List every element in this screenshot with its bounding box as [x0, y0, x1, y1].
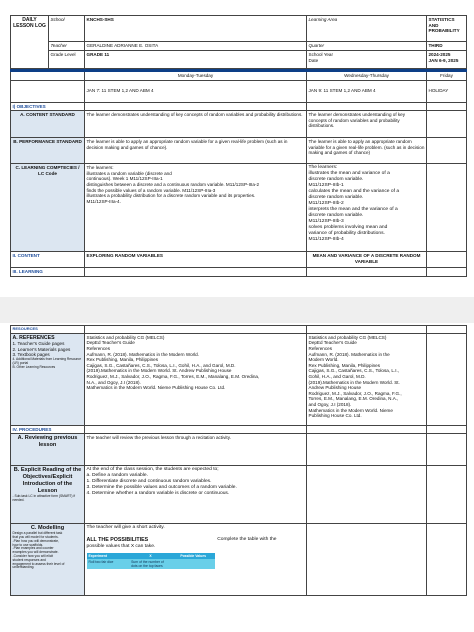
sy-label: School Year [308, 52, 334, 57]
modelling-cell [11, 524, 85, 596]
activity-cell: Roll two fair dice [87, 559, 130, 569]
ref1-line: DepEd Teacher's Guide [86, 340, 135, 346]
resource-item: 4. Additional Materials from Learning Resource (LR) portal [12, 357, 82, 365]
empty-cell [427, 326, 467, 334]
comp1-line: illustrates a random variable (discrete and [86, 170, 172, 176]
comp2-line: The learners: [308, 165, 338, 171]
modelling-note: examples you will demonstrate. [12, 550, 59, 555]
ref1-line: (2019).Mathematics in the Modern World. St. Andrew Publishing House [86, 368, 232, 374]
ref1-line: Cajigas, S.G., Castañares, C.S., Tolosa, L.I., Gohil, H.A., and Garol, M.D. [86, 362, 236, 368]
ref2-line: DepEd Teacher's Guide [308, 340, 357, 346]
empty-cell [427, 138, 467, 164]
learning-area-value: STATISTICS AND PROBABILITY [427, 16, 467, 42]
grade-label: Grade Level [49, 51, 85, 69]
empty-cell [85, 268, 307, 277]
modelling-note: student responses and [12, 557, 46, 562]
ref2-line: Rex Publishing, Manila, Philippines [308, 362, 380, 368]
sy-date-value [427, 51, 467, 69]
comp1-line: The learners: [86, 165, 114, 171]
empty-cell [11, 72, 85, 81]
empty-cell [427, 434, 467, 466]
ref1-line: References [86, 346, 110, 352]
day-header-1: Monday-Tuesday [85, 72, 307, 81]
comp1-line: continuous). Week 1 M11/12SP-IIIa-1 [86, 176, 163, 182]
ref1-line: N.A., and Ogoy, J.I (2018). [86, 379, 141, 385]
comp2-line: interprets the mean and the variance of a [308, 207, 398, 213]
modelling-note: Design a parallel but different task [12, 531, 63, 536]
empty-cell [307, 102, 427, 111]
empty-cell [427, 111, 467, 138]
empty-cell [427, 252, 467, 268]
references-1 [85, 333, 307, 425]
empty-cell [85, 326, 307, 334]
date-value: JAN 6-9, 2025 [428, 57, 459, 63]
comp1-line: distinguishes between a discrete and a continuous random variable. M11/12SP-IIIa-2 [86, 181, 260, 187]
activity-table-row [87, 559, 215, 569]
empty-cell [85, 102, 307, 111]
empty-cell [427, 425, 467, 434]
ref2-line: (2019).Mathematics in the Modern World. St. [308, 379, 400, 385]
ref2-line: References [308, 346, 332, 352]
reviewing-text: The teacher will review the previous lesson through a recitation activity. [85, 434, 307, 466]
dll-page-1 [10, 15, 466, 295]
comp2-line: M11/12SP-IIIb-1 [308, 183, 344, 189]
activity-cell[interactable] [172, 559, 215, 569]
resource-item: B. Other Learning Resources [12, 364, 56, 369]
reviewing-label: A. Reviewing previous lesson [11, 434, 85, 466]
comp1-line: illustrates a probability distribution for a discrete random variable and its properties. [86, 193, 256, 199]
resources-heading: RESOURCES [11, 326, 85, 334]
activity-instruction-2: possible values that X can take. [86, 543, 156, 549]
objectives-heading: I) OBJECTIVES [11, 102, 85, 111]
modelling-note: engagement to assess their level of [12, 561, 65, 566]
references-2 [307, 333, 427, 425]
comp2-line: M11/12SP-IIIb-4 [308, 237, 344, 242]
comp2-line: discrete random variable. [308, 195, 364, 201]
ref2-line: Mathematics in the Modern World. Nieme [308, 407, 393, 413]
dll-page-2 [10, 325, 466, 608]
empty-cell [307, 466, 427, 524]
learning-area-label: Learning Area [307, 16, 427, 42]
modelling-note: that you will model for students. [12, 535, 59, 540]
log-title: DAILY LESSON LOG [11, 16, 49, 69]
learning-heading: III. LEARNING [11, 268, 85, 277]
explicit-reading-cell [11, 466, 85, 524]
quarter-label: Quarter [307, 42, 427, 51]
activity-header-cell: X [129, 553, 172, 559]
activity-cell: Sum of the number of dots on the top faces [129, 559, 172, 569]
resource-item: 1. Teacher's Guide pages [12, 341, 65, 347]
objective-item: 3. Determine the possible values and outcomes of a random variable. [86, 485, 237, 491]
ref2-line: Modern World. [308, 357, 339, 363]
ref1-line: Rodriguez, M.J., Salvador, J.O., Ragma, F.G., Torres, E.M., Manalang, E.M. Oredina, [86, 374, 260, 380]
empty-cell [427, 333, 467, 425]
empty-cell [85, 425, 307, 434]
content-topic-1: EXPLORING RANDOM VARIABLES [85, 252, 307, 268]
activity-table [87, 553, 215, 569]
activity-header-cell: Possible Values [172, 553, 215, 559]
ref2-line: Rodriguez, M.J., Salvador, J.O., Ragma, F.G., [308, 390, 402, 396]
ref1-line: Rex Publishing, Manila, Philippines [86, 357, 158, 363]
objective-item: 1. Differentiate discrete and continuous random variables. [86, 479, 212, 485]
ref2-line: Gohil, H.A., and Garol, M.D. [308, 374, 366, 380]
dll-table-page-1 [10, 15, 467, 277]
performance-standard-2: The learner is able to apply an appropriate random variable for a given real-life problem. (such as in decision making and games of chance) [307, 138, 427, 164]
ref2-line: Aufmann, R. (2018). Mathematics in the [308, 351, 390, 357]
schedule-2: JAN 9: 11 STEM 1,2 AND ABM 4 [307, 80, 427, 102]
teacher-label: Teacher [49, 42, 85, 51]
teacher-value: GERALDINE ADRIANNE E. OSITA [85, 42, 307, 51]
content-topic-2: MEAN AND VARIANCE OF A DISCRETE RANDOM VARIABLE [307, 252, 427, 268]
empty-cell [307, 524, 427, 596]
modelling-label: C. Modelling [30, 525, 65, 532]
comp2-line: M11/12SP-IIIb-3 [308, 219, 344, 225]
empty-cell [427, 268, 467, 277]
objective-item: 4. Determine whether a random variable is discrete or continuous. [86, 491, 230, 497]
competencies-label: C. LEARNING COMPTECIES / LC Code [11, 164, 85, 252]
modelling-content [85, 524, 307, 596]
school-label: School [49, 16, 85, 42]
comp2-line: illustrates the mean and variance of a [308, 171, 390, 177]
ref2-line: Cajigas, S.G., Castañares, C.S., Tolosa, L.I., [308, 368, 400, 374]
schedule-1: JAN 7: 11 STEM 1,2 AND ABM 4 [85, 80, 307, 102]
page-gap [0, 297, 474, 323]
ref1-line: Statistics and probability CG (MELCS) [86, 334, 165, 340]
ref2-line: Torres, E.M., Manalang, E.M. Oredina, N.A., [308, 396, 399, 402]
comp2-line: calculates the mean and the variance of a [308, 189, 400, 195]
grade-value: GRADE 11 [85, 51, 307, 69]
quarter-value: THIRD [427, 42, 467, 51]
references-label-cell [11, 333, 85, 425]
objectives-list [85, 466, 307, 524]
resource-item: 3. Textbook pages [12, 352, 50, 358]
comp2-line: solves problems involving mean and [308, 225, 388, 231]
schedule-3: HOLIDAY [427, 80, 467, 102]
explicit-reading-note: - Sub-task LC in attractive form (SMART) if needed. [12, 493, 76, 502]
modelling-note: how to use scaffolds. [12, 542, 44, 547]
modelling-note: -Consider how you will elicit [12, 553, 53, 558]
references-label: A. REFERENCES [12, 334, 55, 341]
content-standard-2: The learner demonstrates understanding of key concepts of random variables and probability distributions. [307, 111, 427, 138]
ref1-line: Mathematics in the Modern World. Nieme Publishing House Co. Ltd. [86, 385, 226, 391]
modelling-note: understanding. [12, 565, 35, 570]
comp2-line: M11/12SP-IIIb-2 [308, 201, 344, 207]
school-value: KNCHS-SHS [85, 16, 307, 42]
comp2-line: discrete random variable. [308, 213, 364, 219]
procedures-heading: IV. PROCEDURES [11, 425, 85, 434]
empty-cell [307, 425, 427, 434]
content-standard-label: A. CONTENT STANDARD [11, 111, 85, 138]
comp1-line: finds the possible values of a random variable. M11/12SP-IIIa-3 [86, 187, 216, 193]
resource-item: 2. Learner's Materials pages [12, 346, 71, 352]
activity-header-cell: Experiment [87, 553, 130, 559]
empty-cell [427, 102, 467, 111]
modelling-note: -Plan how you will demonstrate, [12, 538, 60, 543]
empty-cell [11, 80, 85, 102]
activity-title: ALL THE POSSIBILITIES [86, 537, 149, 544]
ref1-line: Aufmann, R. (2018). Mathematics in the Modern World. [86, 351, 200, 357]
empty-cell [307, 326, 427, 334]
performance-standard-1: The learner is able to apply an appropriate random variable for a given real-life problem (such as in decision making and games of chance). [85, 138, 307, 164]
modelling-text: The teacher will give a short activity. [86, 525, 165, 531]
explicit-reading-label: B. Explicit Reading of the Objectives/Explicit Introduction of the Lesson [13, 467, 82, 494]
ref2-line: Statistics and probability CG (MELCS) [308, 334, 387, 340]
objectives-intro: At the end of the class session, the students are expected to; [86, 467, 219, 473]
date-label: Date [308, 57, 319, 63]
content-standard-1: The learner demonstrates understanding of key concepts of random variables and probability distributions. [85, 111, 307, 138]
sy-date-label [307, 51, 427, 69]
empty-cell [307, 268, 427, 277]
content-heading: II. CONTENT [11, 252, 85, 268]
comp1-line: M11/12SP-IIIa-4. [86, 198, 121, 204]
ref2-line: Publishing House Co. Ltd. [308, 413, 362, 419]
empty-cell [427, 524, 467, 596]
day-header-3: Friday [427, 72, 467, 81]
ref2-line: Andrew Publishing House [308, 385, 362, 391]
empty-cell [427, 466, 467, 524]
objective-item: a. Define a random variable. [86, 473, 148, 479]
empty-cell [307, 434, 427, 466]
competencies-2 [307, 164, 427, 252]
comp2-line: discrete random variable. [308, 177, 364, 183]
empty-cell [427, 164, 467, 252]
day-header-2: Wednesday-Thursday [307, 72, 427, 81]
modelling-note: -Plan examples and counter [12, 546, 54, 551]
dll-table-page-2 [10, 325, 467, 596]
ref2-line: and Ogoy, J.I (2018). [308, 402, 352, 407]
sy-value: 2024-2025 [428, 52, 451, 57]
activity-instruction: Complete the table with the [217, 537, 277, 543]
competencies-1 [85, 164, 307, 252]
performance-standard-label: B. PERFORMANCE STANDARD [11, 138, 85, 164]
comp2-line: variance of probability distributions. [308, 231, 385, 237]
